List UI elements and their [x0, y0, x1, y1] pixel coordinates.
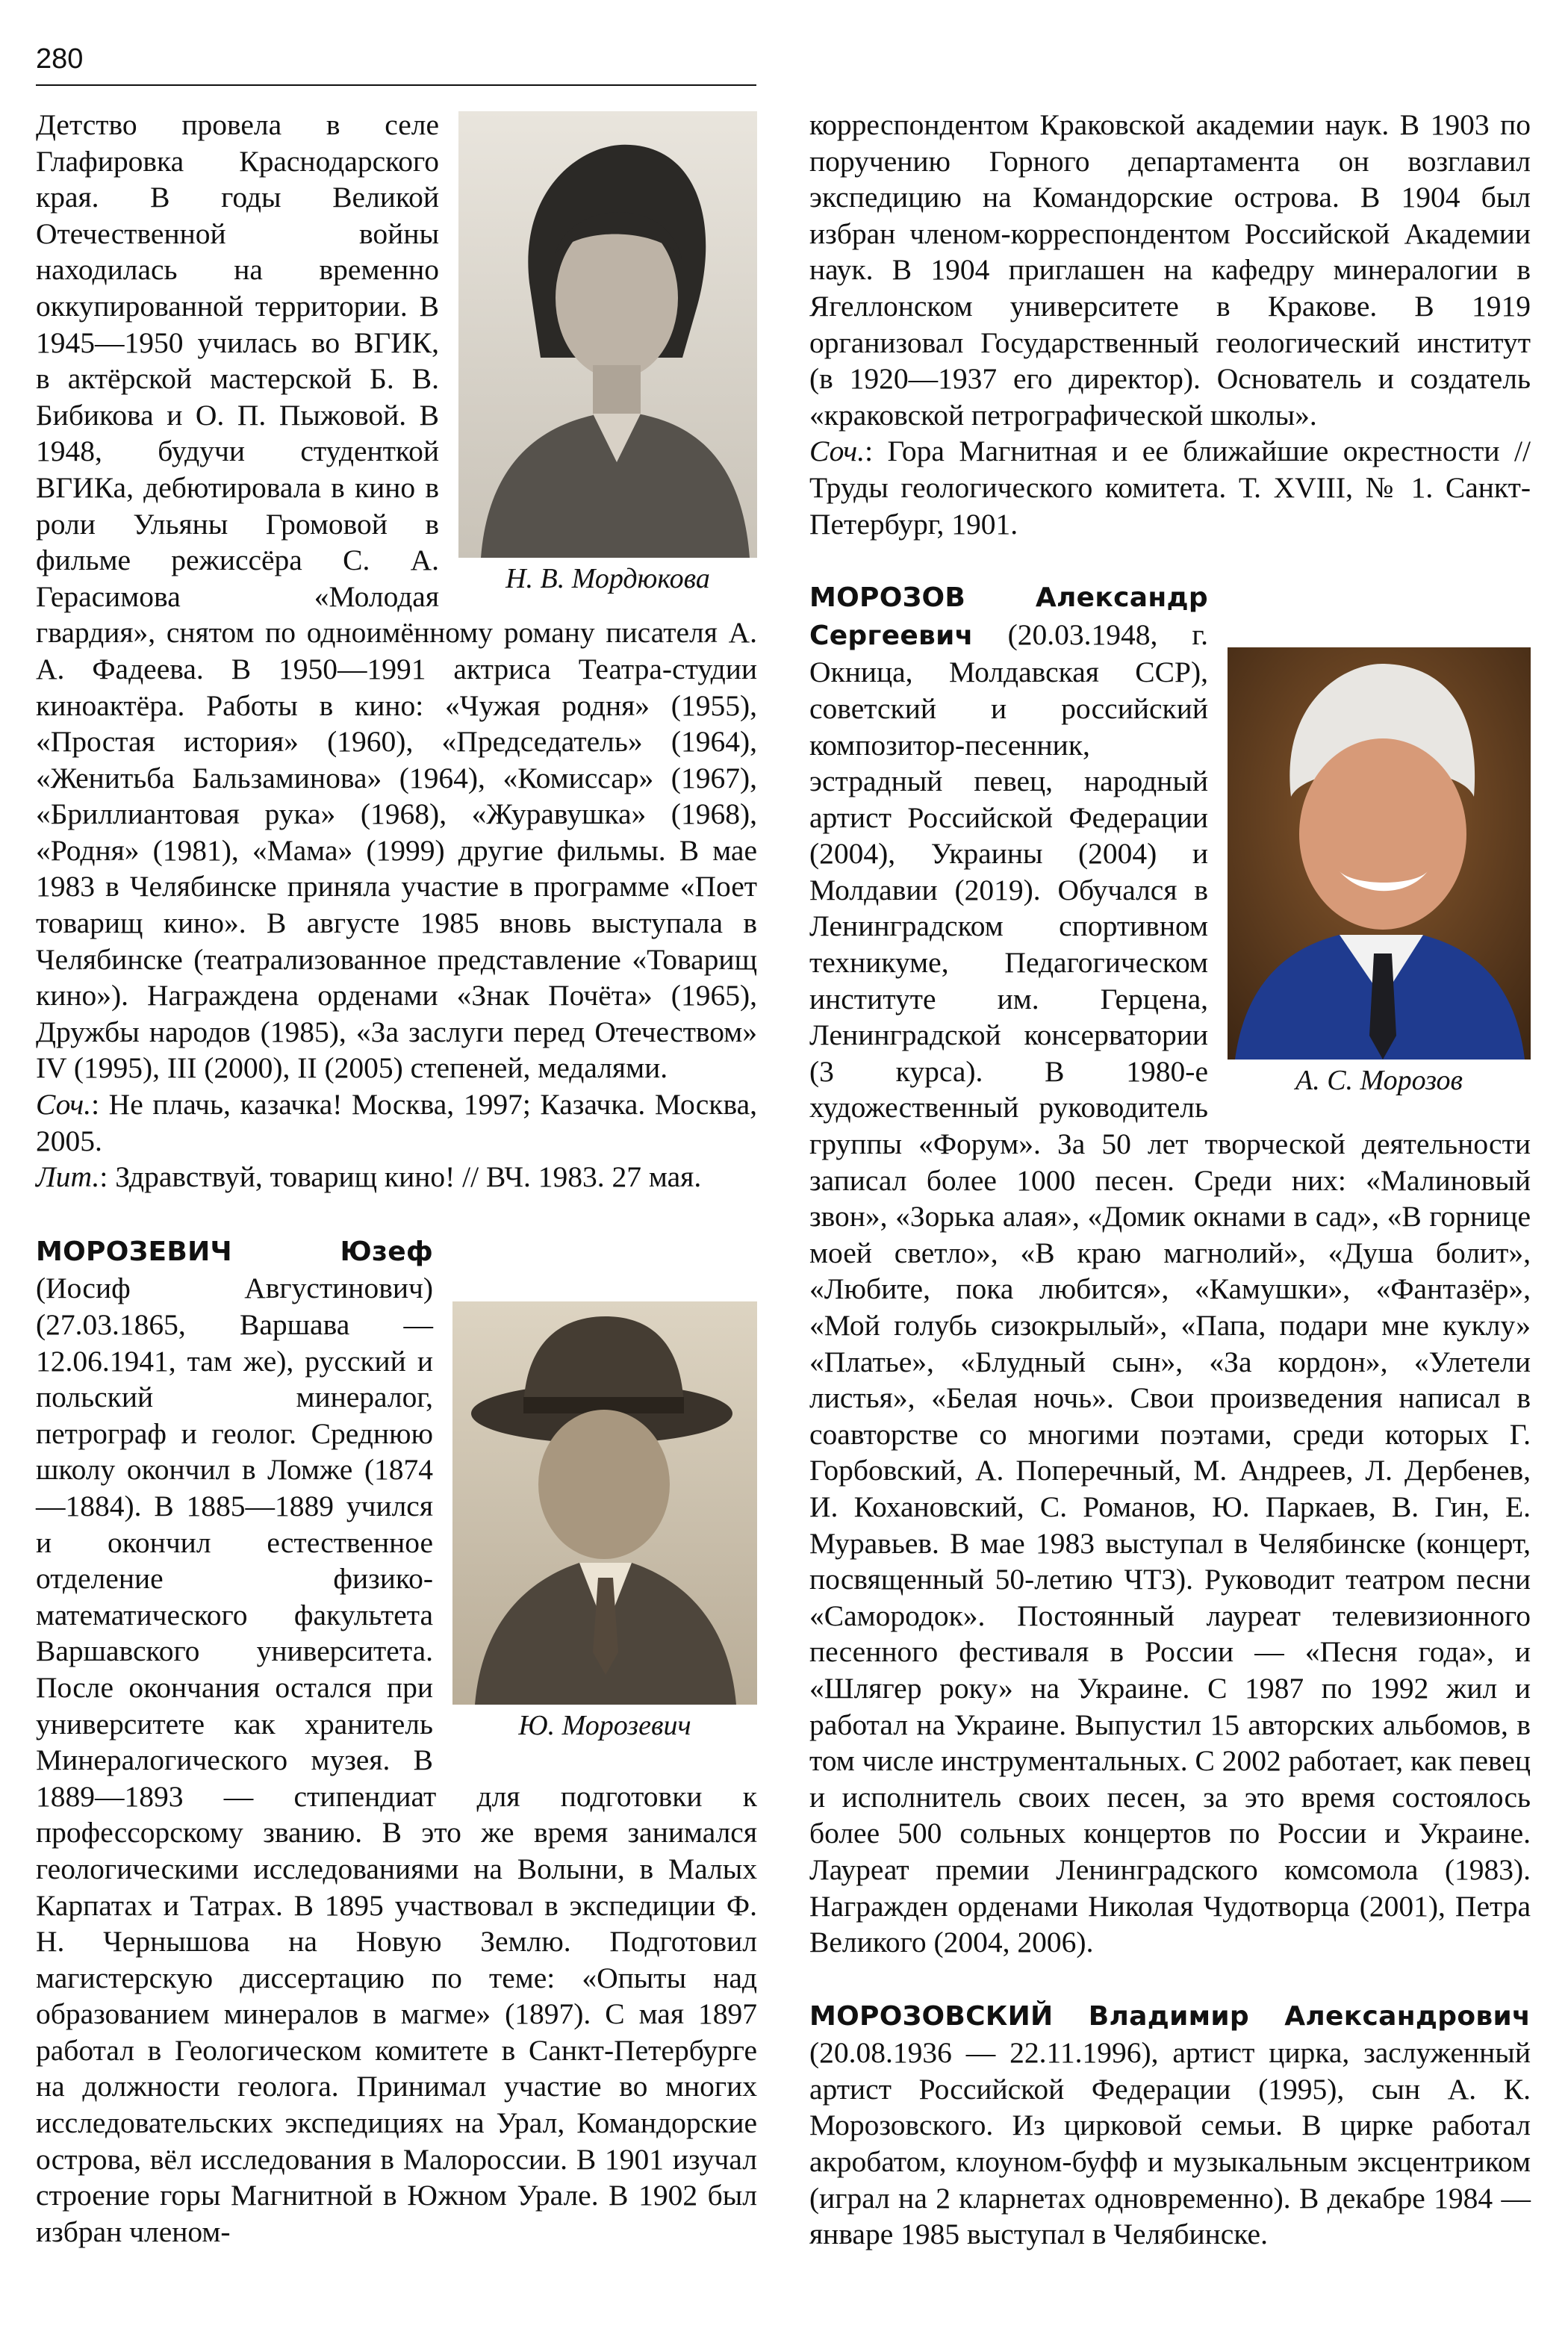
morozov-photo-figure	[1228, 647, 1531, 1098]
entry-gap	[809, 1961, 1531, 1997]
right-column	[809, 107, 1531, 2253]
left-column	[36, 107, 757, 2250]
morozovsky-entry	[809, 1997, 1531, 2253]
morozevich-caption: Ю. Морозевич	[518, 1709, 691, 1741]
morozov-entry	[809, 579, 1531, 1961]
morozevich-bio-continued: корреспондентом Краковской академии наук. В 1903 по поручению Горного департамента он возглавил экспедицию на Командорские острова. В 1904 был избран членом-корреспондентом Российской Академии наук. В 1904 приглашен на кафедру минералогии в Ягеллонском университете в Кракове. В 1919 организовал Государственный геологический институт (в 1920—1937 его директор). Основатель и создатель «краковской петрографической школы».	[809, 108, 1531, 432]
morozevich-headword: МОРОЗЕВИЧ Юзеф	[36, 1236, 433, 1267]
morozevich-photo-figure	[452, 1301, 757, 1743]
mordyukova-caption: Н. В. Мордюкова	[505, 563, 710, 594]
mordyukova-literature	[36, 1159, 757, 1195]
mordyukova-lit-label: Лит.	[36, 1160, 100, 1194]
morozovsky-bio-text: (20.08.1936 — 22.11.1996), артист цирка, заслуженный артист Российской Федерации (1995), сын А. К. Морозовского. Из цирковой семьи. В цирке работал акробатом, клоуном-буфф и музыкальным эксцентриком (играл на 2 кларнетах одновременно). В декабре 1984 — январе 1985 выступал в Челябинске.	[809, 2036, 1531, 2251]
morozevich-soch-label: Соч.	[809, 435, 865, 468]
mordyukova-bio-body: Детство провела в селе Глафировка Краснодарского края. В годы Великой Отечественной войны находилась на временно оккупированной территории. В 1945—1950 училась во ВГИК, в актёрской мастерской Б. В. Бибикова и О. П. Пыжовой. В 1948, будучи студенткой ВГИКа, дебютировала в кино в роли Ульяны Громовой в фильме режиссёра С. А. Герасимова «Молодая гвардия», снятом по одноимённому роману писателя А. А. Фадеева. В 1950—1991 актриса Театра-студии киноактёра. Работы в кино: «Чужая родня» (1955), «Простая история» (1960), «Председатель» (1964), «Женитьба Бальзаминова» (1964), «Комиссар» (1967), «Бриллиантовая рука» (1968), «Журавушка» (1968), «Родня» (1981), «Мама» (1999) другие фильмы. В мае 1983 в Челябинске приняла участие в программе «Поет товарищ кино». В августе 1985 вновь выступала в Челябинске (театрализованное представление «Товарищ кино»). Награждена орденами «Знак Почёта» (1965), Дружбы народов (1985), «За заслуги перед Отечеством» IV (1995), III (2000), II (2005) степеней, медалями.	[36, 108, 757, 1085]
morozov-bio-text: (20.03.1948, г. Окница, Молдавская ССР), советский и российский композитор-песенник, эстрадный певец, народный артист Российской Федерации (2004), Украины (2004) и Молдавии (2019). Обучался в Ленинградском спортивном техникуме, Педагогическом институте им. Герцена, Ленинградской консерватории (3 курса). В 1980-е художественный руководитель группы «Форум». За 50 лет творческой деятельности записал более 1000 песен. Среди них: «Малиновый звон», «Зорька алая», «Домик окнами в сад», «В горнице моей светло», «В краю магнолий», «Душа болит», «Любите, пока любится», «Камушки», «Фантазёр», «Мой голубь сизокрылый», «Папа, подари мне куклу» «Платье», «Блудный сын», «За кордон», «Улетели листья», «Белая ночь». Свои произведения написал в соавторстве со многими поэтами, среди которых Г. Горбовский, А. Поперечный, М. Андреев, Л. Дербенев, И. Кохановский, С. Романов, Ю. Паркаев, В. Гин, Е. Муравьев. В мае 1983 выступал в Челябинске (концерт, посвященный 50-летию ЧТЗ). Руководит театром песни «Самородок». Постоянный лауреат телевизионного песенного фестиваля в России — «Песня года», и «Шлягер року» на Украине. С 1987 по 1992 жил и работал на Украине. Выпустил 15 авторских альбомов, в том числе инструментальных. С 2002 работает, как певец и исполнитель своих песен, за это время состоялось более 500 сольных концертов по России и Украине. Лауреат премии Ленинградского комсомола (1983). Награжден орденами Николая Чудотворца (2001), Петра Великого (2004, 2006).	[809, 617, 1531, 1959]
mordyukova-soch-text: : Не плачь, казачка! Москва, 1997; Казачка. Москва, 2005.	[36, 1088, 757, 1157]
mordyukova-lit-text: : Здравствуй, товарищ кино! // ВЧ. 1983. 27 мая.	[99, 1160, 702, 1194]
morozovsky-headword: МОРОЗОВСКИЙ Владимир Александрович	[809, 2000, 1531, 2032]
mordyukova-soch-label: Соч.	[36, 1088, 92, 1121]
header-rule	[36, 84, 756, 86]
morozov-headword: МОРОЗОВ Александр Сергеевич	[809, 582, 1208, 651]
entry-gap	[36, 1195, 757, 1233]
morozevich-soch-text: : Гора Магнитная и ее ближайшие окрестности // Труды геологического комитета. Т. XVIII, № 1. Санкт-Петербург, 1901.	[809, 435, 1531, 541]
page-number: 280	[36, 43, 84, 75]
morozevich-entry-start	[36, 1233, 757, 2250]
mordyukova-photo-figure	[458, 111, 757, 597]
entry-gap	[809, 542, 1531, 579]
morozevich-portrait	[452, 1301, 757, 1705]
morozov-caption: А. С. Морозов	[1295, 1065, 1463, 1097]
morozov-portrait	[1228, 647, 1531, 1060]
mordyukova-works	[36, 1086, 757, 1159]
mordyukova-portrait	[458, 111, 757, 558]
morozevich-bio-text: (Иосиф Августинович) (27.03.1865, Варшава — 12.06.1941, там же), русский и польский минералог, петрограф и геолог. Среднюю школу окончил в Ломже (1874—1884). В 1885—1889 учился и окончил естественное отделение физико-математического факультета Варшавского университета. После окончания остался при университете как хранитель Минералогического музея. В 1889—1893 — стипендиат для подготовки к профессорскому званию. В это же время занимался геологическими исследованиями на Волыни, в Малых Карпатах и Татрах. В 1895 участвовал в экспедиции Ф. Н. Чернышова на Новую Землю. Подготовил магистерскую диссертацию по теме: «Опыты над образованием минералов в магме» (1897). С мая 1897 работал в Геологическом комитете в Санкт-Петербурге на должности геолога. Принимал участие во многих исследовательских экспедициях на Урал, Командорские острова, вёл исследования в Малороссии. В 1901 изучал строение горы Магнитной в Южном Урале. В 1902 был избран членом-	[36, 1272, 757, 2248]
morozevich-works	[809, 433, 1531, 542]
